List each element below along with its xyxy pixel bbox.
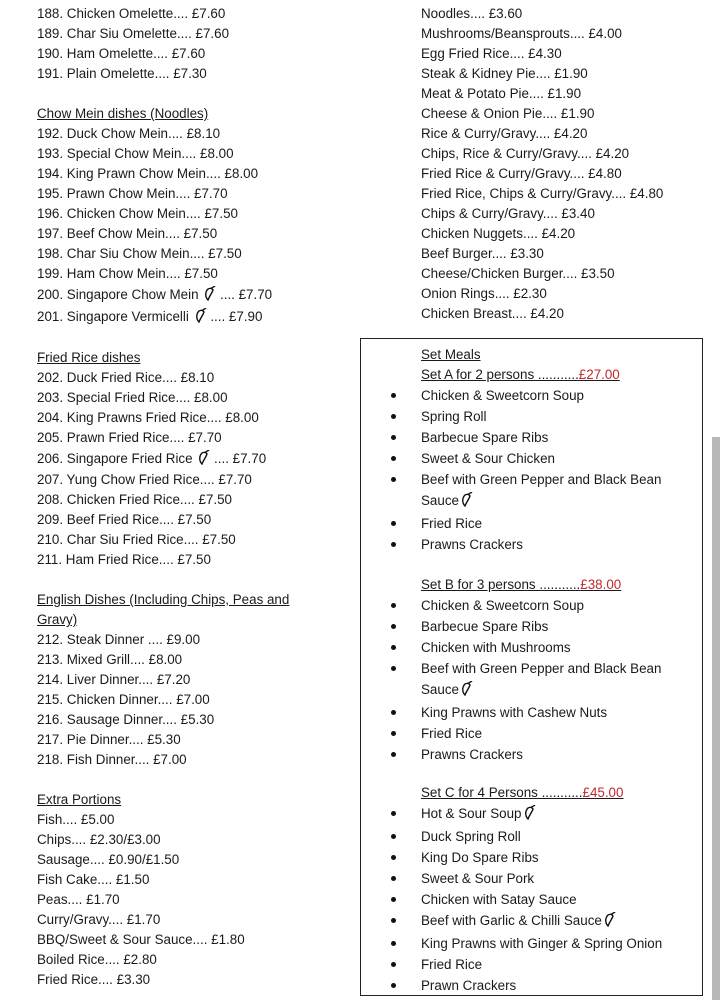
menu-item-spicy (37, 306, 337, 328)
menu-item: Rice & Curry/Gravy.... £4.20 (421, 126, 588, 141)
menu-item-spicy (37, 448, 337, 470)
list-item-text: Beef with Garlic & Chilli Sauce (421, 913, 602, 928)
menu-item-name: 200. Singapore Chow Mein (37, 287, 199, 302)
menu-item: Chips.... £2.30/£3.00 (37, 832, 161, 847)
menu-item: Noodles.... £3.60 (421, 6, 523, 21)
menu-item: 189. Char Siu Omelette.... £7.60 (37, 26, 230, 41)
menu-item: 190. Ham Omelette.... £7.60 (37, 46, 206, 61)
menu-item: Sausage.... £0.90/£1.50 (37, 852, 180, 867)
menu-item: Steak & Kidney Pie.... £1.90 (421, 66, 588, 81)
set-meals-heading: Set Meals (421, 347, 481, 362)
list-item-text: Hot & Sour Soup (421, 806, 522, 821)
menu-item: 193. Special Chow Mein.... £8.00 (37, 146, 234, 161)
set-b-price: £38.00 (580, 577, 622, 592)
menu-item: Fish Cake.... £1.50 (37, 872, 150, 887)
chili-pepper-icon (524, 805, 536, 826)
list-item-text: Beef with Green Pepper and Black Bean Sauce (421, 472, 662, 508)
list-item-spicy (421, 910, 701, 933)
list-item: Barbecue Spare Ribs (421, 427, 701, 448)
list-item: Chicken with Mushrooms (421, 637, 701, 658)
menu-item: Cheese/Chicken Burger.... £3.50 (421, 266, 615, 281)
menu-item: 188. Chicken Omelette.... £7.60 (37, 6, 226, 21)
menu-item: 207. Yung Chow Fried Rice.... £7.70 (37, 472, 252, 487)
menu-item-price: .... £7.90 (210, 309, 263, 324)
list-item: Chicken & Sweetcorn Soup (421, 595, 701, 616)
chili-pepper-icon (204, 286, 216, 308)
menu-item: Fried Rice, Chips & Curry/Gravy.... £4.80 (421, 186, 664, 201)
menu-item: Beef Burger.... £3.30 (421, 246, 544, 261)
menu-item: 208. Chicken Fried Rice.... £7.50 (37, 492, 233, 507)
menu-item: Curry/Gravy.... £1.70 (37, 912, 161, 927)
set-c-price: £45.00 (582, 785, 624, 800)
list-item: Prawn Crackers (421, 975, 701, 996)
list-item: Chicken & Sweetcorn Soup (421, 385, 701, 406)
omelette-list (37, 4, 337, 84)
menu-item: 217. Pie Dinner.... £5.30 (37, 732, 181, 747)
chili-pepper-icon (198, 450, 210, 472)
menu-item: 191. Plain Omelette.... £7.30 (37, 66, 207, 81)
menu-item: Fried Rice & Curry/Gravy.... £4.80 (421, 166, 622, 181)
list-item-text: Beef with Green Pepper and Black Bean Sauce (421, 661, 662, 697)
menu-item: 216. Sausage Dinner.... £5.30 (37, 712, 215, 727)
list-item: Fried Rice (421, 954, 701, 975)
set-a-price: £27.00 (578, 367, 620, 382)
section-heading-english: English Dishes (Including Chips, Peas and Gravy) (37, 592, 290, 627)
menu-item: Onion Rings.... £2.30 (421, 286, 547, 301)
list-item: King Prawns with Cashew Nuts (421, 702, 701, 723)
menu-item: Chicken Breast.... £4.20 (421, 306, 564, 321)
chili-pepper-icon (461, 492, 473, 513)
list-item: Barbecue Spare Ribs (421, 616, 701, 637)
menu-item: Cheese & Onion Pie.... £1.90 (421, 106, 595, 121)
menu-item-name: 201. Singapore Vermicelli (37, 309, 189, 324)
set-a-header (421, 365, 701, 385)
scrollbar[interactable] (712, 437, 720, 1000)
menu-item: 204. King Prawns Fried Rice.... £8.00 (37, 410, 259, 425)
menu-item: Egg Fried Rice.... £4.30 (421, 46, 562, 61)
menu-item: Peas.... £1.70 (37, 892, 120, 907)
list-item-spicy (421, 469, 701, 513)
menu-item-price: .... £7.70 (214, 451, 267, 466)
set-b-label: Set B for 3 persons ........... (421, 577, 581, 592)
menu-item: 211. Ham Fried Rice.... £7.50 (37, 552, 211, 567)
chili-pepper-icon (195, 308, 207, 330)
menu-left-column (37, 4, 337, 990)
menu-item: Fried Rice.... £3.30 (37, 972, 151, 987)
set-a-label: Set A for 2 persons ........... (421, 367, 579, 382)
menu-item: Mushrooms/Beansprouts.... £4.00 (421, 26, 622, 41)
menu-item: 197. Beef Chow Mein.... £7.50 (37, 226, 218, 241)
section-heading-chow-mein: Chow Mein dishes (Noodles) (37, 106, 209, 121)
set-c-header (421, 783, 701, 803)
menu-item: 203. Special Fried Rice.... £8.00 (37, 390, 228, 405)
menu-item: 192. Duck Chow Mein.... £8.10 (37, 126, 221, 141)
menu-item: 213. Mixed Grill.... £8.00 (37, 652, 183, 667)
chili-pepper-icon (461, 681, 473, 702)
menu-item: 194. King Prawn Chow Mein.... £8.00 (37, 166, 259, 181)
menu-item-price: .... £7.70 (220, 287, 273, 302)
menu-item: 199. Ham Chow Mein.... £7.50 (37, 266, 218, 281)
section-heading-fried-rice: Fried Rice dishes (37, 350, 141, 365)
menu-item: 210. Char Siu Fried Rice.... £7.50 (37, 532, 236, 547)
set-c-label: Set C for 4 Persons ........... (421, 785, 583, 800)
list-item: Prawns Crackers (421, 744, 701, 765)
list-item: Spring Roll (421, 406, 701, 427)
menu-item: 209. Beef Fried Rice.... £7.50 (37, 512, 212, 527)
menu-item: Boiled Rice.... £2.80 (37, 952, 157, 967)
menu-item: 196. Chicken Chow Mein.... £7.50 (37, 206, 238, 221)
menu-item: Meat & Potato Pie.... £1.90 (421, 86, 582, 101)
menu-item: 215. Chicken Dinner.... £7.00 (37, 692, 210, 707)
menu-item: Chicken Nuggets.... £4.20 (421, 226, 576, 241)
list-item: Chicken with Satay Sauce (421, 889, 701, 910)
list-item: Fried Rice (421, 513, 701, 534)
menu-item-name: 206. Singapore Fried Rice (37, 451, 193, 466)
menu-item: 218. Fish Dinner.... £7.00 (37, 752, 187, 767)
set-b-header (421, 575, 701, 595)
list-item-spicy (421, 803, 701, 826)
list-item: King Do Spare Ribs (421, 847, 701, 868)
menu-item: 198. Char Siu Chow Mein.... £7.50 (37, 246, 242, 261)
list-item: Prawns Crackers (421, 534, 701, 555)
menu-item: Chips, Rice & Curry/Gravy.... £4.20 (421, 146, 630, 161)
set-c-items (421, 803, 701, 996)
list-item: Fried Rice (421, 723, 701, 744)
set-b-items (421, 595, 701, 765)
menu-right-column (421, 4, 701, 324)
menu-item-spicy (37, 284, 337, 306)
menu-item: 202. Duck Fried Rice.... £8.10 (37, 370, 215, 385)
list-item-spicy (421, 658, 701, 702)
set-a-items (421, 385, 701, 555)
menu-item: 214. Liver Dinner.... £7.20 (37, 672, 191, 687)
menu-item: 205. Prawn Fried Rice.... £7.70 (37, 430, 222, 445)
list-item: King Prawns with Ginger & Spring Onion (421, 933, 701, 954)
menu-item: 195. Prawn Chow Mein.... £7.70 (37, 186, 228, 201)
list-item: Sweet & Sour Chicken (421, 448, 701, 469)
section-heading-extras: Extra Portions (37, 792, 122, 807)
list-item: Sweet & Sour Pork (421, 868, 701, 889)
menu-item: Chips & Curry/Gravy.... £3.40 (421, 206, 595, 221)
list-item: Duck Spring Roll (421, 826, 701, 847)
chili-pepper-icon (604, 912, 616, 933)
menu-item: BBQ/Sweet & Sour Sauce.... £1.80 (37, 932, 245, 947)
menu-item: Fish.... £5.00 (37, 812, 115, 827)
menu-item: 212. Steak Dinner .... £9.00 (37, 632, 201, 647)
set-meals-box (360, 338, 703, 996)
